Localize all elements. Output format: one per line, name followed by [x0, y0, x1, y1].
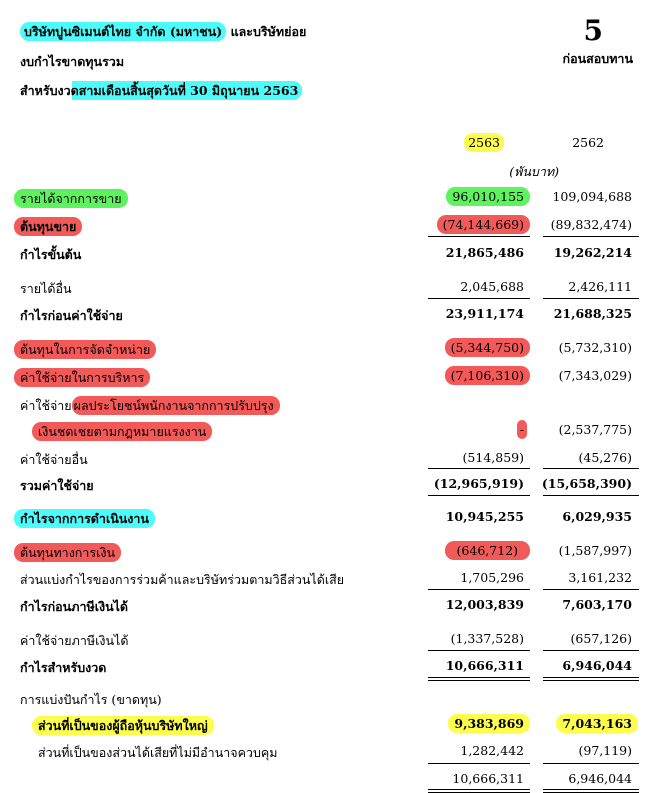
value-admin-expenses-2563: (7,106,310) — [445, 368, 524, 383]
label-profit-for-period: กำไรสำหรับงวด — [20, 660, 107, 675]
unit-label: (พันบาท) — [509, 164, 559, 179]
value-finance-costs-2563: (646,712) — [445, 543, 524, 558]
label-share-of-profit: ส่วนแบ่งกำไรของการร่วมค้าและบริษัทร่วมตามวิธีส่วนได้เสีย — [20, 572, 345, 587]
value-profit-for-period-2562: 6,946,044 — [562, 658, 632, 673]
company-name-line — [20, 22, 306, 42]
label-other-expenses: ค่าใช้จ่ายอื่น — [20, 452, 88, 467]
value-admin-expenses-2562: (7,343,029) — [558, 368, 632, 383]
label-profit-before-tax: กำไรก่อนภาษีเงินได้ — [20, 599, 129, 614]
double-underline — [543, 677, 639, 681]
divider — [428, 650, 530, 651]
value-profit-before-expenses-2563: 23,911,174 — [445, 306, 524, 321]
period-text: สำหรับงวดสามเดือนสิ้นสุดวันที่ 30 มิถุนายน 2563 — [20, 81, 302, 100]
label-cost-of-sales: ต้นทุนขาย — [20, 217, 82, 237]
value-total-expenses-2562: (15,658,390) — [541, 476, 632, 491]
page-number: 5 — [583, 14, 603, 47]
divider — [543, 650, 639, 651]
value-owners-2562: 7,043,163 — [556, 716, 632, 731]
divider — [543, 298, 639, 299]
company-suffix: และบริษัทย่อย — [226, 24, 307, 39]
divider — [543, 763, 639, 764]
value-total-2563: 10,666,311 — [452, 771, 524, 786]
value-profit-before-expenses-2562: 21,688,325 — [553, 306, 632, 321]
divider — [428, 495, 530, 496]
value-revenue-2562: 109,094,688 — [552, 189, 632, 204]
value-total-2562: 6,946,044 — [568, 771, 632, 786]
label-attribution: การแบ่งปันกำไร (ขาดทุน) — [20, 692, 162, 707]
label-gross-profit: กำไรขั้นต้น — [20, 247, 82, 262]
value-income-tax-2562: (657,126) — [570, 631, 632, 646]
value-gross-profit-2563: 21,865,486 — [445, 245, 524, 260]
value-cost-of-sales-2563: (74,144,669) — [437, 217, 524, 232]
value-profit-before-tax-2562: 7,603,170 — [562, 597, 632, 612]
label-distribution-costs: ต้นทุนในการจัดจำหน่าย — [20, 340, 156, 360]
value-profit-before-tax-2563: 12,003,839 — [445, 597, 524, 612]
value-nci-2563: 1,282,442 — [460, 743, 524, 758]
divider — [543, 468, 639, 469]
value-gross-profit-2562: 19,262,214 — [553, 245, 632, 260]
divider — [428, 298, 530, 299]
divider — [543, 495, 639, 496]
double-underline — [428, 789, 530, 793]
value-nci-2562: (97,119) — [578, 743, 632, 758]
double-underline — [543, 789, 639, 793]
value-operating-profit-2562: 6,029,935 — [562, 509, 632, 524]
value-profit-for-period-2563: 10,666,311 — [445, 658, 524, 673]
value-severance-2563: - — [517, 422, 524, 437]
value-other-income-2562: 2,426,111 — [568, 279, 632, 294]
divider — [543, 589, 639, 590]
label-revenue: รายได้จากการขาย — [20, 189, 128, 209]
review-note: ก่อนสอบทาน — [562, 51, 633, 66]
value-cost-of-sales-2562: (89,832,474) — [550, 217, 632, 232]
label-income-tax: ค่าใช้จ่ายภาษีเงินได้ — [20, 633, 129, 648]
period-line — [20, 81, 302, 101]
label-employee-benefit: ค่าใช้จ่าย ผลประโยชน์พนักงานจากการปรับปรุง — [20, 396, 280, 416]
label-nci: ส่วนที่เป็นของส่วนได้เสียที่ไม่มีอำนาจควบคุม — [38, 745, 278, 760]
divider — [543, 236, 639, 237]
label-other-income: รายได้อื่น — [20, 281, 72, 296]
value-share-of-profit-2563: 1,705,296 — [460, 570, 524, 585]
statement-title: งบกำไรขาดทุนรวม — [20, 54, 125, 69]
value-other-income-2563: 2,045,688 — [460, 279, 524, 294]
column-year-prior: 2562 — [572, 135, 604, 150]
divider — [428, 589, 530, 590]
value-income-tax-2563: (1,337,528) — [450, 631, 524, 646]
value-revenue-2563: 96,010,155 — [446, 189, 524, 204]
column-year-current: 2563 — [464, 135, 500, 150]
value-finance-costs-2562: (1,587,997) — [558, 543, 632, 558]
value-severance-2562: (2,537,775) — [558, 422, 632, 437]
label-operating-profit: กำไรจากการดำเนินงาน — [20, 509, 155, 529]
value-other-expenses-2563: (514,859) — [462, 450, 524, 465]
value-distribution-costs-2563: (5,344,750) — [445, 340, 524, 355]
label-profit-before-expenses: กำไรก่อนค่าใช้จ่าย — [20, 308, 123, 323]
double-underline — [428, 677, 530, 681]
divider — [428, 236, 530, 237]
company-name: บริษัทปูนซิเมนต์ไทย จำกัด (มหาชน) — [20, 22, 226, 41]
value-operating-profit-2563: 10,945,255 — [445, 509, 524, 524]
label-admin-expenses: ค่าใช้จ่ายในการบริหาร — [20, 368, 150, 388]
label-owners: ส่วนที่เป็นของผู้ถือหุ้นบริษัทใหญ่ — [38, 716, 214, 736]
label-total-expenses: รวมค่าใช้จ่าย — [20, 478, 94, 493]
label-finance-costs: ต้นทุนทางการเงิน — [20, 543, 121, 563]
label-severance: เงินชดเชยตามกฎหมายแรงงาน — [38, 422, 212, 442]
divider — [428, 763, 530, 764]
value-total-expenses-2563: (12,965,919) — [433, 476, 524, 491]
divider — [428, 468, 530, 469]
value-share-of-profit-2562: 3,161,232 — [568, 570, 632, 585]
value-other-expenses-2562: (45,276) — [578, 450, 632, 465]
value-owners-2563: 9,383,869 — [448, 716, 524, 731]
value-distribution-costs-2562: (5,732,310) — [558, 340, 632, 355]
